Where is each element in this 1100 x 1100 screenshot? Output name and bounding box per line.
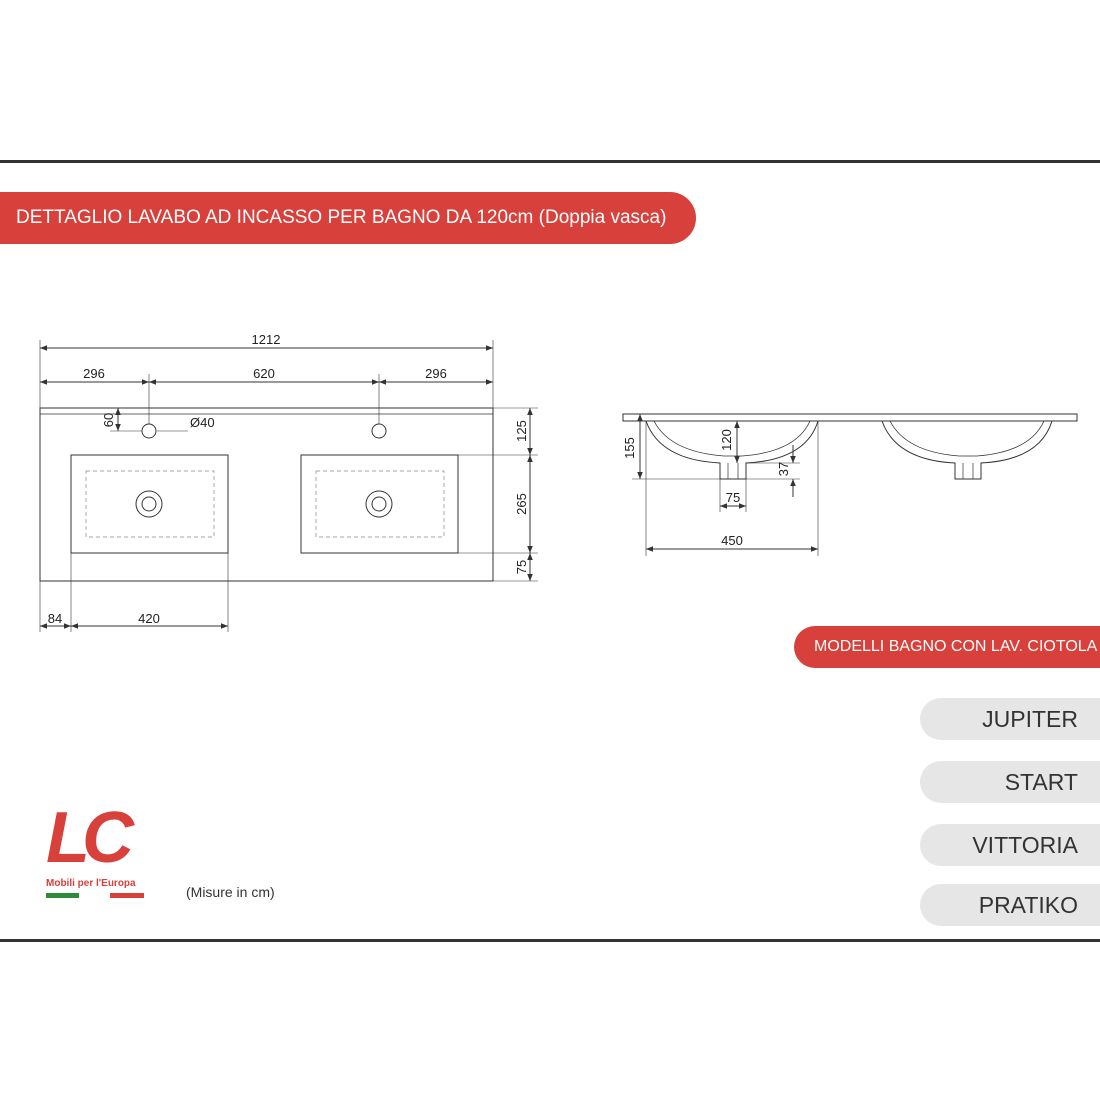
logo-mark: LC: [46, 798, 126, 878]
right-tap-hole: [372, 424, 386, 438]
dim-basin-height: 120: [719, 429, 734, 451]
model-vittoria[interactable]: VITTORIA: [920, 824, 1100, 866]
model-jupiter[interactable]: JUPITER: [920, 698, 1100, 740]
right-basin: [301, 455, 458, 553]
logo-tagline: Mobili per l'Europa: [46, 878, 136, 889]
model-pratiko[interactable]: PRATIKO: [920, 884, 1100, 926]
dim-basin-depth: 265: [514, 493, 529, 515]
dim-drain-height: 37: [776, 461, 791, 477]
dim-right-offset: 296: [425, 366, 447, 381]
flag-green-stripe: [46, 893, 79, 898]
units-note: (Misure in cm): [186, 884, 275, 900]
left-drain: [136, 491, 162, 517]
top-view: [40, 340, 538, 632]
dim-left-offset: 296: [83, 366, 105, 381]
dim-basin-width-section: 450: [721, 533, 743, 548]
right-drain: [366, 491, 392, 517]
countertop-outline: [40, 408, 493, 581]
model-start[interactable]: START: [920, 761, 1100, 803]
dim-total-width: 1212: [251, 332, 281, 347]
models-header: MODELLI BAGNO CON LAV. CIOTOLA: [794, 626, 1100, 668]
dim-total-height: 155: [622, 437, 637, 459]
dim-tap-hole-offset: 60: [101, 412, 116, 428]
section-view: [623, 414, 1077, 556]
dim-tap-hole-diameter: Ø40: [190, 415, 215, 430]
dim-drain-width: 75: [725, 490, 741, 505]
flag-red-stripe: [110, 893, 144, 898]
dim-basin-width: 420: [138, 611, 160, 626]
left-basin: [71, 455, 228, 553]
left-tap-hole: [142, 424, 156, 438]
dim-bottom-margin: 75: [514, 559, 529, 575]
dim-center-distance: 620: [253, 366, 275, 381]
page-title: DETTAGLIO LAVABO AD INCASSO PER BAGNO DA 120cm (Doppia vasca): [0, 192, 696, 244]
dim-top-margin: 125: [514, 420, 529, 442]
dim-side-margin: 84: [47, 611, 63, 626]
